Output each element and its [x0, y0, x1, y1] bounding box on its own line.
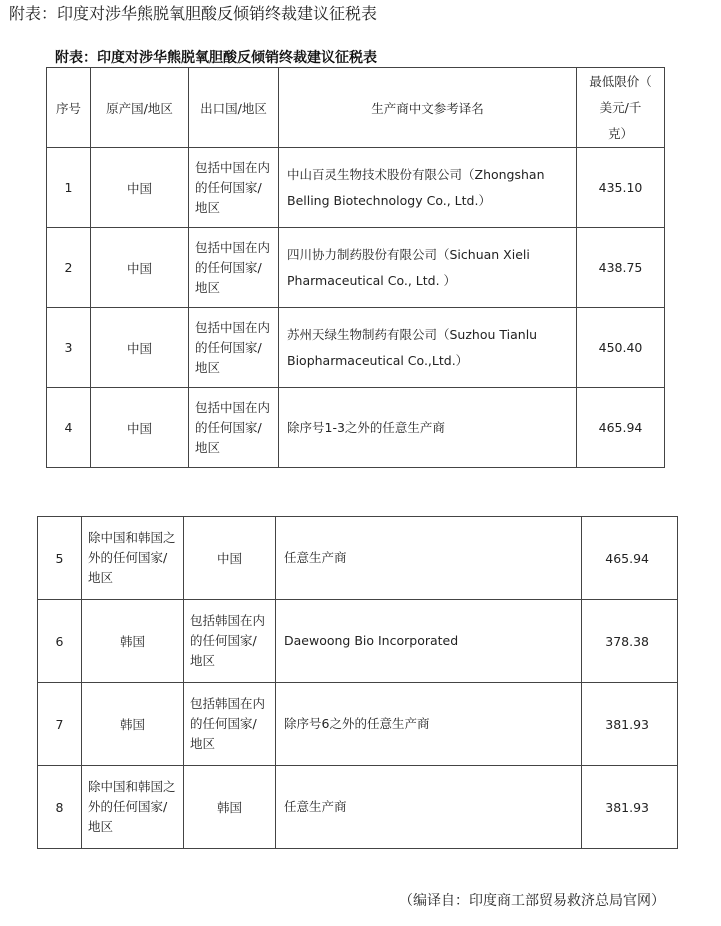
cell-producer [279, 308, 577, 388]
cell-no: 5 [38, 517, 82, 600]
cell-price: 465.94 [582, 517, 678, 600]
table-row [47, 308, 665, 388]
cell-export: 包括韩国在内的任何国家/地区 [184, 600, 276, 683]
table-row [38, 517, 678, 600]
cell-export: 包括韩国在内的任何国家/地区 [184, 683, 276, 766]
cell-no: 2 [47, 228, 91, 308]
cell-export: 韩国 [184, 766, 276, 849]
cell-producer: 除序号6之外的任意生产商 [276, 683, 582, 766]
cell-export: 中国 [184, 517, 276, 600]
duty-table-part-2 [37, 516, 678, 849]
cell-producer: Daewoong Bio Incorporated [276, 600, 582, 683]
producer-line-2: Biopharmaceutical Co.,Ltd.） [287, 352, 469, 368]
cell-export: 包括中国在内的任何国家/地区 [189, 308, 279, 388]
cell-no: 7 [38, 683, 82, 766]
table-row [47, 148, 665, 228]
cell-price: 438.75 [577, 228, 665, 308]
table-row [38, 683, 678, 766]
cell-origin: 中国 [91, 228, 189, 308]
cell-no: 4 [47, 388, 91, 468]
cell-no: 8 [38, 766, 82, 849]
cell-producer: 除序号1-3之外的任意生产商 [279, 388, 577, 468]
header-producer: 生产商中文参考译名 [279, 68, 577, 148]
table-row [47, 388, 665, 468]
cell-origin: 韩国 [82, 600, 184, 683]
producer-line-1: 中山百灵生物技术股份有限公司（Zhongshan [287, 166, 545, 182]
table-row [47, 228, 665, 308]
cell-origin: 除中国和韩国之外的任何国家/地区 [82, 517, 184, 600]
cell-producer [279, 148, 577, 228]
cell-price: 435.10 [577, 148, 665, 228]
cell-producer: 任意生产商 [276, 517, 582, 600]
header-export: 出口国/地区 [189, 68, 279, 148]
cell-price: 381.93 [582, 683, 678, 766]
cell-origin: 中国 [91, 148, 189, 228]
cell-no: 6 [38, 600, 82, 683]
cell-price: 381.93 [582, 766, 678, 849]
table-row [38, 600, 678, 683]
producer-line-2: Belling Biotechnology Co., Ltd.） [287, 192, 491, 208]
source-note: （编译自：印度商工部贸易救济总局官网） [399, 893, 665, 909]
cell-origin: 中国 [91, 388, 189, 468]
producer-line-1: 四川协力制药股份有限公司（Sichuan Xieli [287, 246, 530, 262]
cell-price: 465.94 [577, 388, 665, 468]
header-no: 序号 [47, 68, 91, 148]
table-row [38, 766, 678, 849]
table-title: 附表：印度对涉华熊脱氧胆酸反倾销终裁建议征税表 [55, 50, 377, 66]
header-price-line-2: 美元/千 [599, 99, 642, 115]
cell-price: 450.40 [577, 308, 665, 388]
cell-origin: 中国 [91, 308, 189, 388]
cell-no: 3 [47, 308, 91, 388]
cell-origin: 除中国和韩国之外的任何国家/地区 [82, 766, 184, 849]
producer-line-1: 苏州天绿生物制药有限公司（Suzhou Tianlu [287, 326, 538, 342]
header-price [577, 68, 665, 148]
header-price-line-3: 克） [607, 125, 633, 141]
cell-price: 378.38 [582, 600, 678, 683]
producer-line-2: Pharmaceutical Co., Ltd. ） [287, 272, 457, 288]
header-origin: 原产国/地区 [91, 68, 189, 148]
page-title: 附表：印度对涉华熊脱氧胆酸反倾销终裁建议征税表 [9, 4, 378, 23]
duty-table-part-1 [46, 67, 665, 468]
cell-producer: 任意生产商 [276, 766, 582, 849]
cell-export: 包括中国在内的任何国家/地区 [189, 388, 279, 468]
header-price-line-1: 最低限价（ [589, 73, 652, 89]
cell-export: 包括中国在内的任何国家/地区 [189, 148, 279, 228]
cell-producer [279, 228, 577, 308]
cell-no: 1 [47, 148, 91, 228]
cell-export: 包括中国在内的任何国家/地区 [189, 228, 279, 308]
cell-origin: 韩国 [82, 683, 184, 766]
table-header-row [47, 68, 665, 148]
